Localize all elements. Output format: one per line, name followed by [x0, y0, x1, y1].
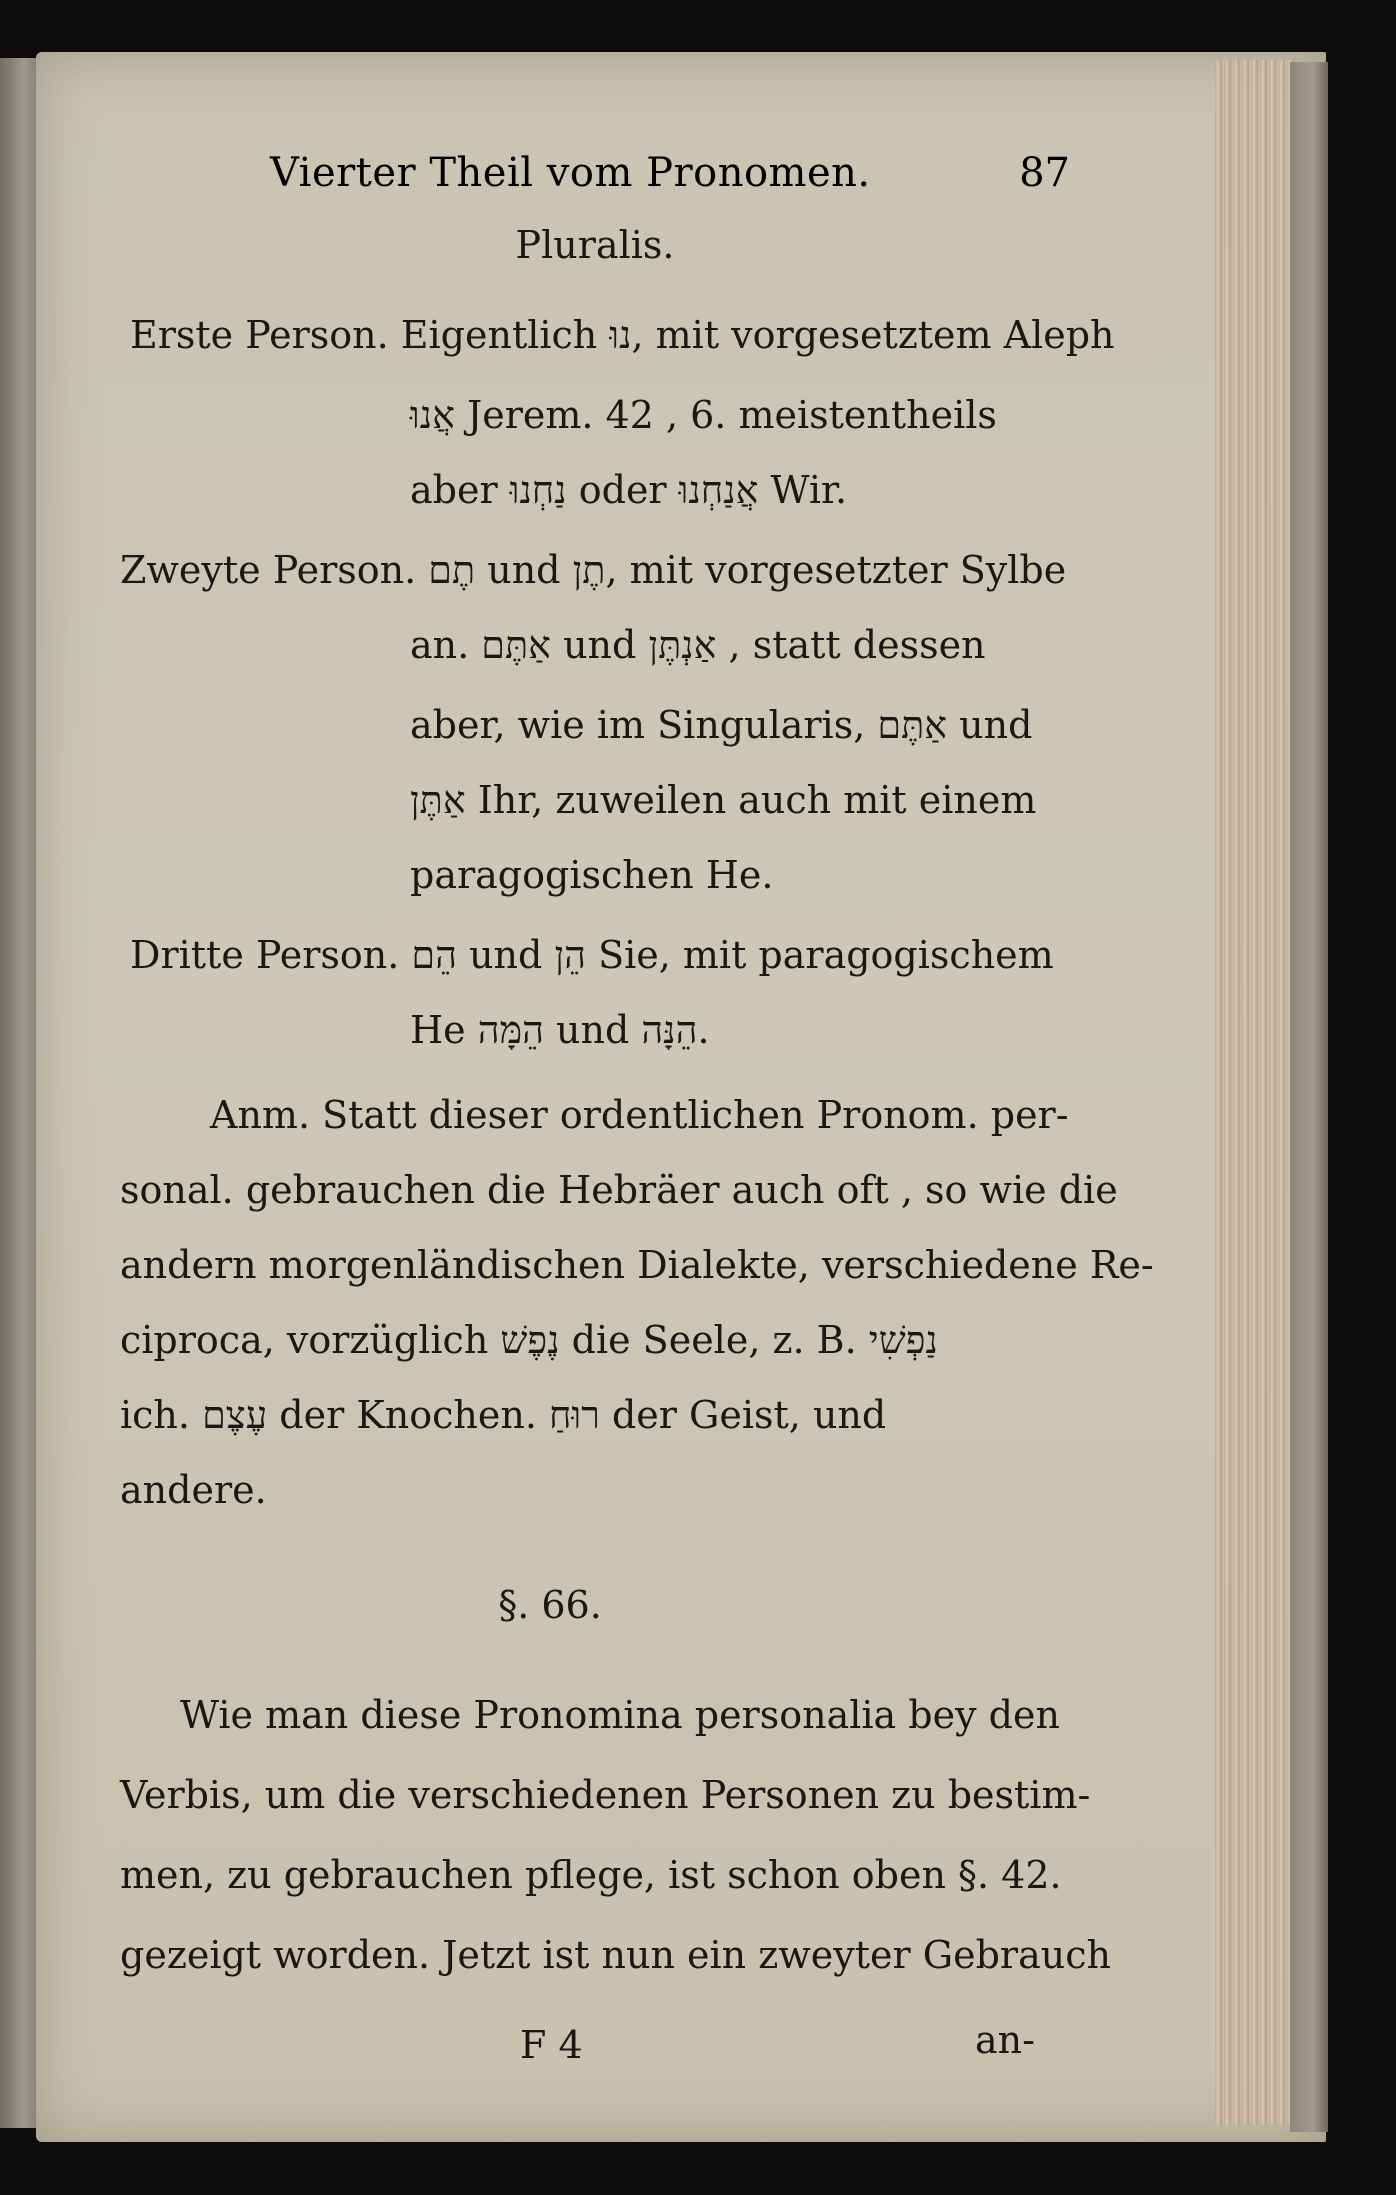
running-title: Vierter Theil vom Pronomen.	[270, 150, 871, 196]
pluralis-line-7: אַתֶּן Ihr, zuweilen auch mit einem	[410, 778, 1037, 822]
anm-line-1: Anm. Statt dieser ordentlichen Pronom. per-	[210, 1093, 1069, 1137]
pluralis-line-3: aber נַחְנוּ oder אֲנַחְנוּ Wir.	[410, 468, 848, 512]
anm-line-2: sonal. gebrauchen die Hebräer auch oft , so wie die	[120, 1168, 1118, 1212]
pluralis-line-2: אֲנוּ Jerem. 42 , 6. meistentheils	[410, 393, 997, 437]
s66-line-4: gezeigt worden. Jetzt ist nun ein zweyter Gebrauch	[120, 1933, 1111, 1977]
signature-mark: F 4	[520, 2023, 583, 2067]
anm-line-5: ich. עֶצֶם der Knochen. רוּחַ der Geist, und	[120, 1393, 887, 1437]
pluralis-line-8: paragogischen He.	[410, 853, 774, 897]
s66-line-3: men, zu gebrauchen pflege, ist schon oben §. 42.	[120, 1853, 1062, 1897]
anm-line-6: andere.	[120, 1468, 267, 1512]
anm-line-4: ciproca, vorzüglich נֶפֶשׁ die Seele, z. B. נַפְשִׁי	[120, 1318, 938, 1362]
s66-line-1: Wie man diese Pronomina personalia bey den	[180, 1693, 1060, 1737]
right-book-board	[1290, 62, 1328, 2132]
pluralis-line-4: Zweyte Person. תֶם und תֶן, mit vorgesetzter Sylbe	[120, 548, 1067, 592]
catchword: an-	[975, 2018, 1035, 2062]
page-number: 87	[1019, 150, 1070, 196]
pluralis-line-1: Erste Person. Eigentlich נוּ, mit vorgesetztem Aleph	[130, 313, 1115, 357]
pluralis-line-5: an. אַתֶּם und אַנְתֶּן , statt dessen	[410, 623, 986, 667]
pluralis-line-6: aber, wie im Singularis, אַתֶּם und	[410, 703, 1033, 747]
pluralis-line-10: He הֵמָּה und הֵנָּה.	[410, 1008, 710, 1052]
heading-section-66: §. 66.	[498, 1583, 602, 1627]
heading-pluralis: Pluralis.	[515, 223, 675, 267]
anm-line-3: andern morgenländischen Dialekte, verschiedene Re-	[120, 1243, 1154, 1287]
s66-line-2: Verbis, um die verschiedenen Personen zu bestim-	[120, 1773, 1091, 1817]
pluralis-line-9: Dritte Person. הֵם und הֵן Sie, mit paragogischem	[130, 933, 1054, 977]
page-edges	[1215, 60, 1295, 2125]
